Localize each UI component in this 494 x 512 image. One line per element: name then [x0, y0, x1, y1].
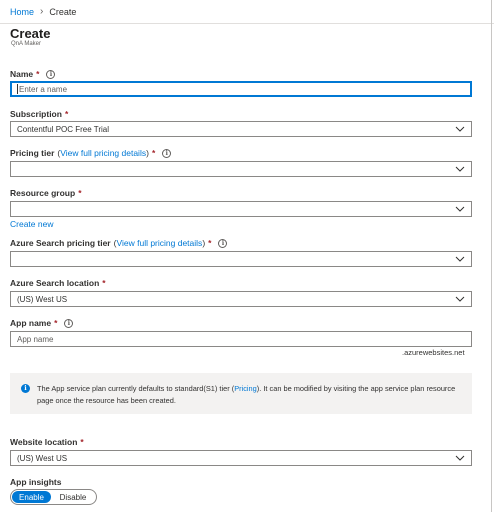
- search-pricing-tier-label: [10, 238, 227, 248]
- name-label-text: Name: [10, 69, 34, 79]
- breadcrumb-current: Create: [49, 6, 77, 17]
- pricing-details-link[interactable]: View full pricing details: [60, 148, 147, 158]
- app-insights-label-text: App insights: [10, 477, 62, 487]
- info-text-before: The App service plan currently defaults to standard(S1) tier (: [37, 384, 235, 393]
- info-icon: i: [21, 384, 30, 393]
- resource-group-label-text: Resource group: [10, 188, 76, 198]
- chevron-down-icon: [455, 254, 465, 264]
- disable-option[interactable]: Disable: [59, 492, 87, 502]
- pricing-tier-dropdown[interactable]: [10, 161, 472, 177]
- chevron-down-icon: [455, 164, 465, 174]
- breadcrumb-chevron-icon: ›: [40, 6, 44, 17]
- app-name-placeholder: App name: [17, 334, 54, 344]
- chevron-down-icon: [455, 294, 465, 304]
- required-marker: *: [151, 148, 156, 158]
- required-marker: *: [54, 318, 58, 328]
- resource-group-dropdown[interactable]: [10, 201, 472, 217]
- website-location-dropdown[interactable]: [10, 450, 472, 466]
- chevron-down-icon: [455, 124, 465, 134]
- subscription-dropdown[interactable]: [10, 121, 472, 137]
- pricing-tier-label-text: Pricing tier: [10, 148, 55, 158]
- text-cursor: [17, 84, 18, 94]
- breadcrumb: [0, 0, 494, 24]
- app-name-label-text: App name: [10, 318, 52, 328]
- search-location-value: (US) West US: [17, 294, 68, 304]
- required-marker: *: [102, 278, 106, 288]
- name-label: [10, 69, 55, 79]
- info-icon[interactable]: i: [46, 70, 55, 79]
- paren-open: (: [113, 238, 117, 248]
- enable-option[interactable]: Enable: [12, 491, 51, 503]
- paren-close: ): [146, 148, 149, 158]
- required-marker: *: [78, 188, 82, 198]
- chevron-down-icon: [455, 453, 465, 463]
- name-input-placeholder: Enter a name: [19, 84, 68, 94]
- search-location-dropdown[interactable]: [10, 291, 472, 307]
- app-insights-toggle: [10, 489, 97, 505]
- name-input[interactable]: [10, 81, 472, 97]
- info-icon[interactable]: i: [64, 319, 73, 328]
- app-insights-label: [10, 477, 61, 487]
- breadcrumb-home-link[interactable]: Home: [10, 6, 35, 17]
- info-message-text: [37, 383, 467, 407]
- paren-open: (: [57, 148, 61, 158]
- required-marker: *: [80, 437, 84, 447]
- subscription-label: [10, 109, 68, 119]
- required-marker: *: [64, 109, 69, 119]
- pricing-tier-label: [10, 148, 171, 158]
- page-edge-divider: [491, 0, 492, 512]
- app-name-label: [10, 318, 73, 328]
- required-marker: *: [208, 238, 212, 248]
- app-name-input[interactable]: [10, 331, 472, 347]
- paren-close: ): [202, 238, 206, 248]
- app-name-domain-suffix: .azurewebsites.net: [402, 348, 465, 357]
- required-marker: *: [36, 69, 40, 79]
- search-pricing-tier-dropdown[interactable]: [10, 251, 472, 267]
- search-pricing-tier-label-text: Azure Search pricing tier: [10, 238, 111, 248]
- website-location-value: (US) West US: [17, 453, 68, 463]
- info-text-after: ). It can be modified by visiting the app service plan resource page once the resource has been created.: [37, 384, 456, 405]
- info-icon[interactable]: i: [162, 149, 171, 158]
- page-subtitle: QnA Maker: [11, 41, 42, 47]
- subscription-value: Contentful POC Free Trial: [17, 124, 110, 134]
- info-icon[interactable]: i: [218, 239, 227, 248]
- website-location-label-text: Website location: [10, 437, 78, 447]
- search-pricing-details-link[interactable]: View full pricing details: [116, 238, 203, 248]
- website-location-label: [10, 437, 84, 447]
- page-title: Create: [10, 26, 51, 41]
- search-location-label-text: Azure Search location: [10, 278, 100, 288]
- create-new-link[interactable]: Create new: [10, 219, 54, 229]
- subscription-label-text: Subscription: [10, 109, 62, 119]
- search-location-label: [10, 278, 106, 288]
- info-message: [10, 373, 472, 414]
- chevron-down-icon: [455, 204, 465, 214]
- pricing-link[interactable]: Pricing: [234, 384, 257, 393]
- resource-group-label: [10, 188, 82, 198]
